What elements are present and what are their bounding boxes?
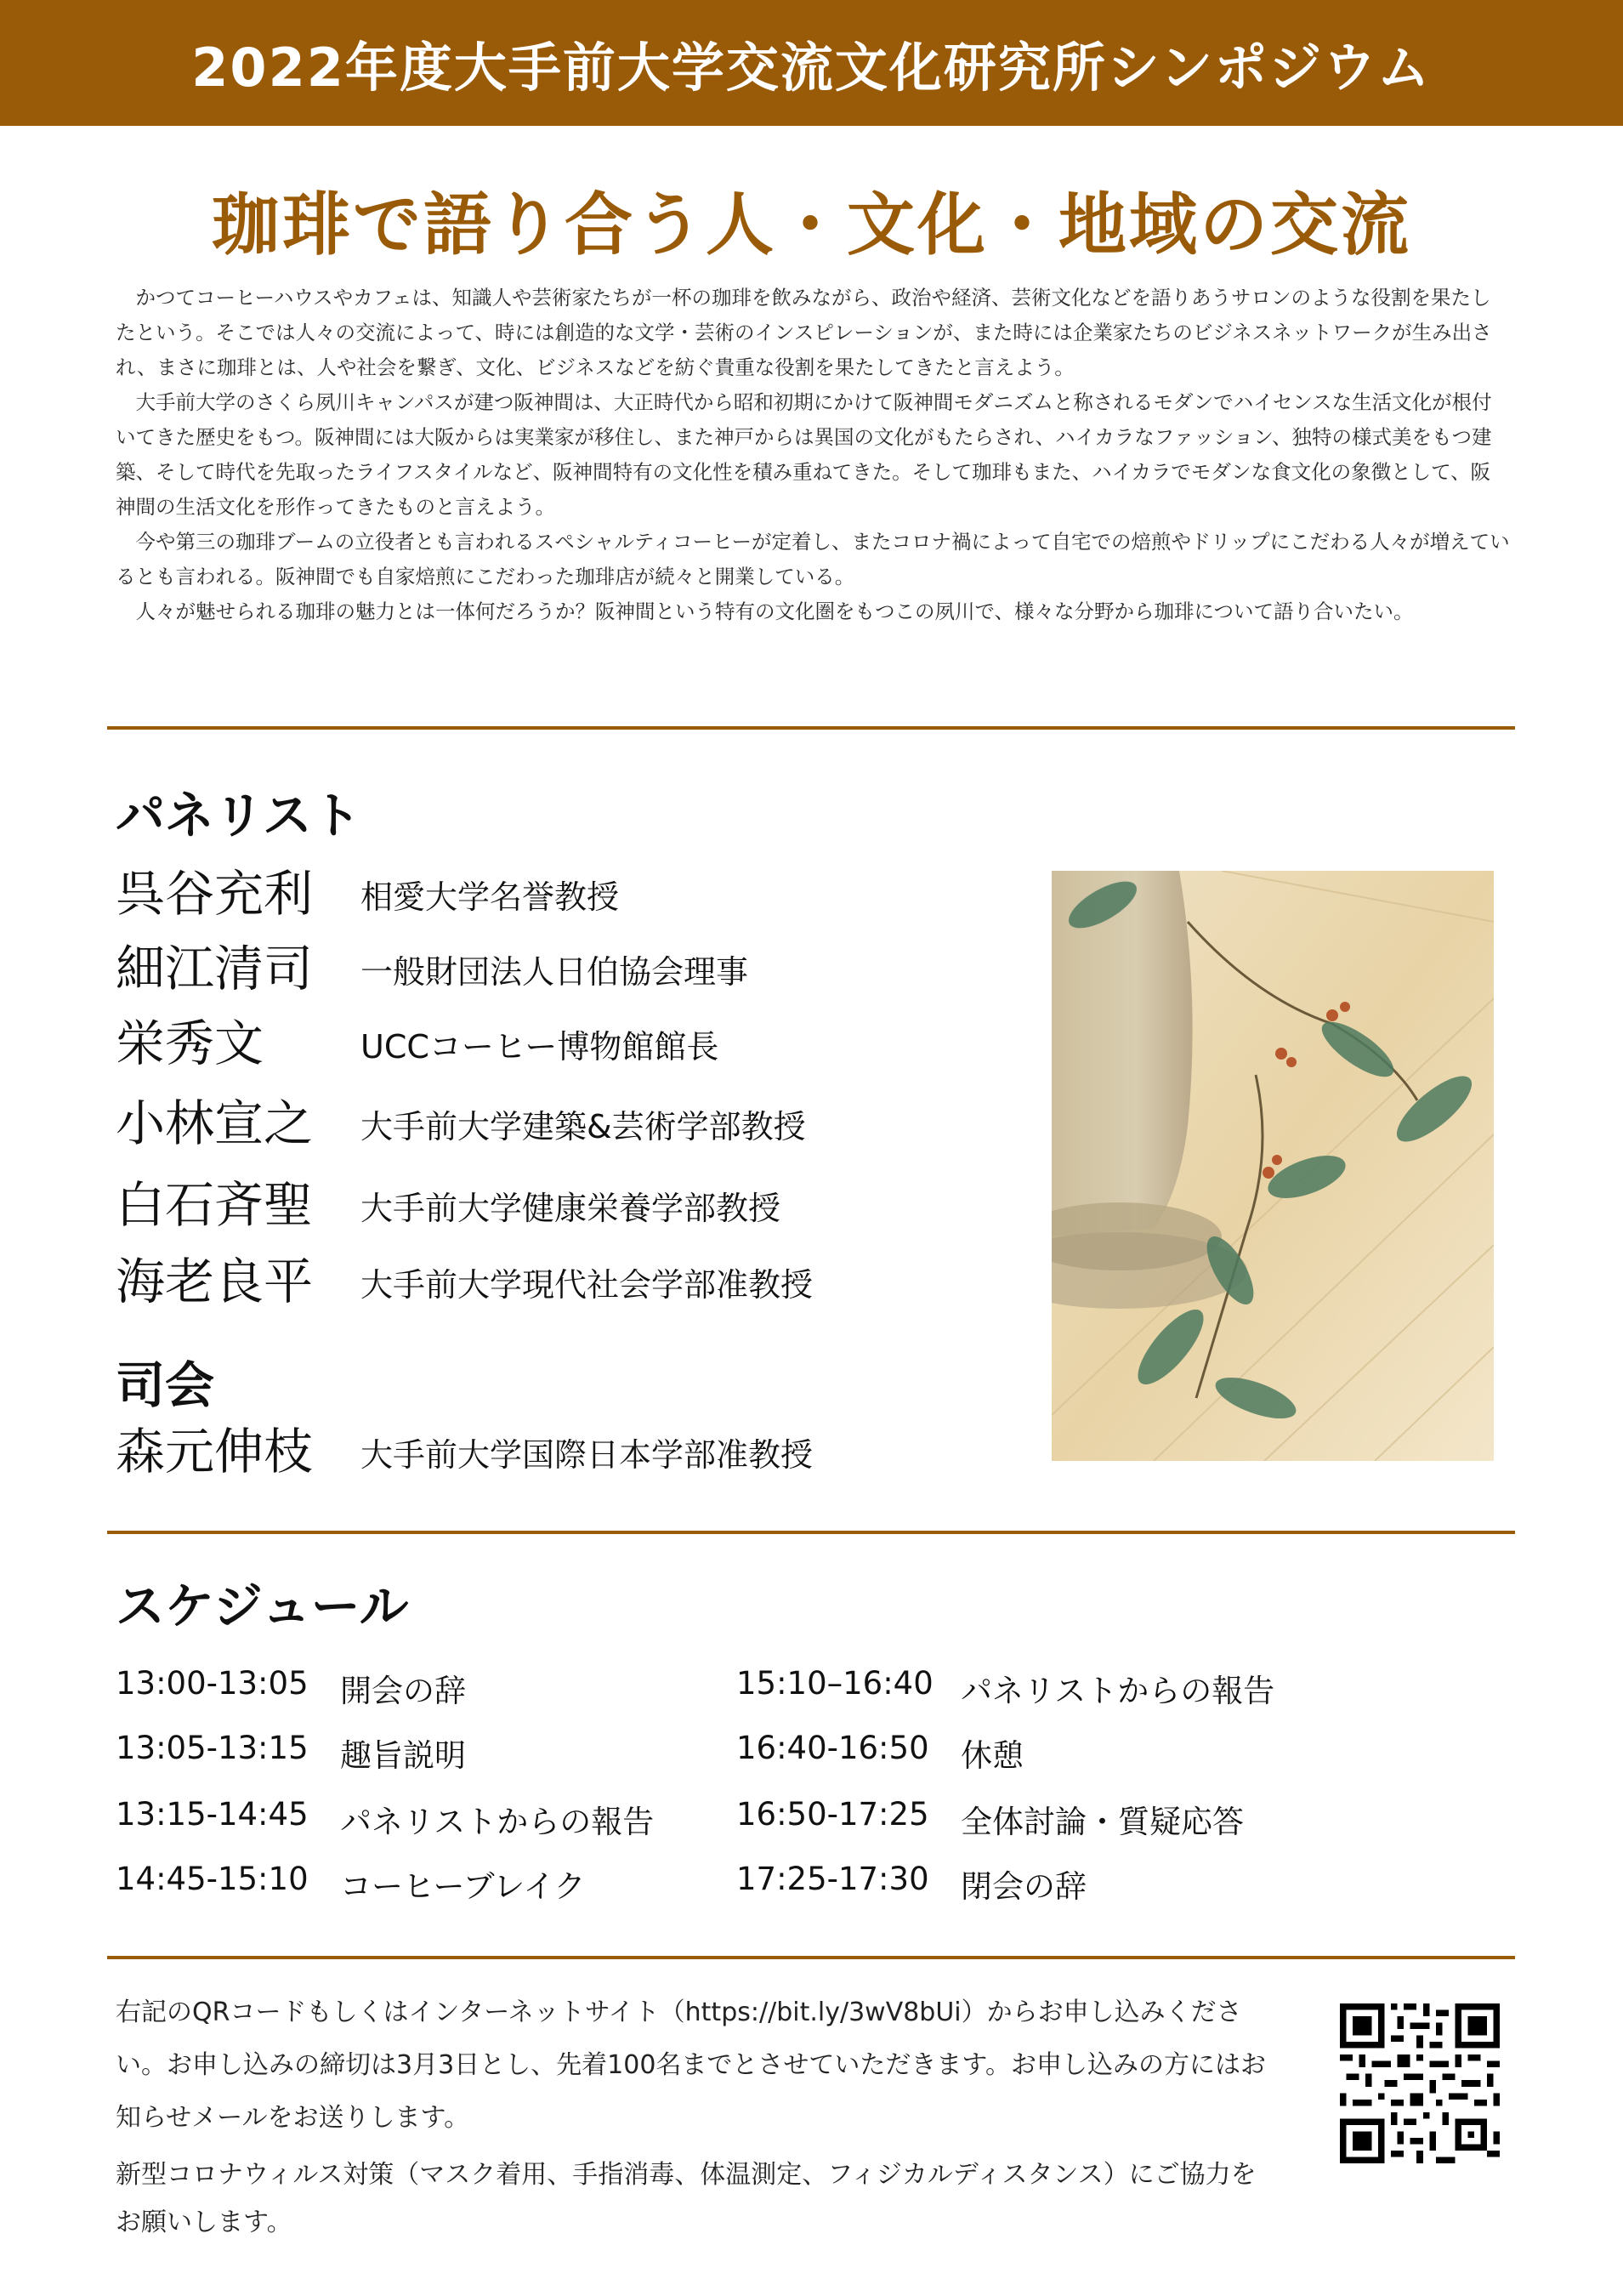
section-divider bbox=[107, 1531, 1515, 1534]
panelist-title: 一般財団法人日伯協会理事 bbox=[360, 953, 749, 991]
panelist-name: 栄秀文 bbox=[116, 1014, 264, 1072]
panelist-title: 大手前大学現代社会学部准教授 bbox=[360, 1266, 814, 1304]
moderator-row bbox=[116, 1412, 1008, 1480]
schedule-time: 13:00-13:05 bbox=[116, 1665, 309, 1702]
main-title: 珈琲で語り合う人・文化・地域の交流 bbox=[212, 185, 1411, 264]
panelist-row bbox=[116, 1083, 1008, 1151]
schedule-item bbox=[116, 1665, 728, 1716]
qr-code-graphic bbox=[1340, 2003, 1500, 2163]
panelist-title: UCCコーヒー博物館館長 bbox=[360, 1028, 719, 1066]
schedule-item bbox=[736, 1861, 1348, 1912]
schedule-time: 16:40-16:50 bbox=[736, 1730, 929, 1766]
schedule-label: パネリストからの報告 bbox=[340, 1804, 655, 1840]
schedule-item bbox=[736, 1665, 1348, 1716]
schedule-time: 13:15-14:45 bbox=[116, 1796, 309, 1833]
panelist-row bbox=[116, 1165, 1008, 1233]
schedule-label: 閉会の辞 bbox=[961, 1868, 1087, 1905]
qr-code-icon[interactable] bbox=[1340, 2003, 1500, 2163]
panelist-name: 白石斉聖 bbox=[116, 1176, 314, 1234]
panelist-name: 呉谷充利 bbox=[116, 865, 314, 923]
panelist-title: 大手前大学健康栄養学部教授 bbox=[360, 1190, 781, 1227]
section-divider bbox=[107, 1956, 1515, 1959]
moderator-heading: 司会 bbox=[116, 1356, 215, 1414]
schedule-label: 休憩 bbox=[961, 1737, 1024, 1774]
panelist-row bbox=[116, 854, 1008, 922]
schedule-time: 14:45-15:10 bbox=[116, 1861, 309, 1897]
schedule-item bbox=[116, 1861, 728, 1912]
panelist-title: 相愛大学名誉教授 bbox=[360, 878, 620, 916]
intro-text bbox=[116, 281, 1510, 629]
header-bar bbox=[0, 0, 1623, 126]
coffee-plant-illustration bbox=[1052, 871, 1494, 1461]
schedule-label: 全体討論・質疑応答 bbox=[961, 1804, 1244, 1840]
moderator-name: 森元伸枝 bbox=[116, 1423, 314, 1480]
symposium-title: 2022年度大手前大学交流文化研究所シンポジウム bbox=[191, 36, 1432, 99]
panelist-row bbox=[116, 929, 1008, 997]
panelist-name: 細江清司 bbox=[116, 940, 314, 997]
moderator-title: 大手前大学国際日本学部准教授 bbox=[360, 1436, 814, 1474]
schedule-label: 趣旨説明 bbox=[340, 1737, 466, 1774]
schedule-label: パネリストからの報告 bbox=[961, 1673, 1275, 1709]
schedule-item bbox=[736, 1730, 1348, 1781]
schedule-time: 13:05-13:15 bbox=[116, 1730, 309, 1766]
panelist-row bbox=[116, 1003, 1008, 1071]
intro-paragraph: かつてコーヒーハウスやカフェは、知識人や芸術家たちが一杯の珈琲を飲みながら、政治や経済、芸術文化などを語りあうサロンのような役割を果たしたという。そこでは人々の交流によって、時には創造的な文学・芸術のインスピレーションが、また時には企業家たちのビジネスネットワークが生み出され、まさに珈琲とは、人や社会を繋ぎ、文化、ビジネスなどを紡ぐ貴重な役割を果たしてきたと言えよう。 bbox=[116, 286, 1492, 379]
schedule-label: コーヒーブレイク bbox=[340, 1868, 586, 1905]
panelist-row bbox=[116, 1242, 1008, 1310]
signup-instructions: 右記のQRコードもしくはインターネットサイト（https://bit.ly/3wV8bUi）からお申し込みください。お申し込みの締切は3月3日とし、先着100名までとさせていただきます。お申し込みの方にはお知らせメールをお送りします。 bbox=[116, 1998, 1267, 2133]
covid-notice: 新型コロナウィルス対策（マスク着用、手指消毒、体温測定、フィジカルディスタンス）にご協力をお願いします。 bbox=[116, 2160, 1257, 2237]
schedule-time: 17:25-17:30 bbox=[736, 1861, 929, 1897]
coffee-plant-photo bbox=[1052, 871, 1494, 1461]
intro-paragraph: 今や第三の珈琲ブームの立役者とも言われるスペシャルティコーヒーが定着し、またコロナ禍によって自宅での焙煎やドリップにこだわる人々が増えているとも言われる。阪神間でも自家焙煎にこだわった珈琲店が続々と開業している。 bbox=[116, 530, 1510, 588]
schedule-label: 開会の辞 bbox=[340, 1673, 466, 1709]
schedule-item bbox=[116, 1796, 728, 1847]
schedule-item bbox=[736, 1796, 1348, 1847]
schedule-time: 16:50-17:25 bbox=[736, 1796, 929, 1833]
schedule-time: 15:10–16:40 bbox=[736, 1665, 934, 1702]
panelist-title: 大手前大学建築&芸術学部教授 bbox=[360, 1108, 806, 1145]
panelist-name: 海老良平 bbox=[116, 1253, 314, 1310]
intro-paragraph: 大手前大学のさくら夙川キャンパスが建つ阪神間は、大正時代から昭和初期にかけて阪神間モダニズムと称されるモダンでハイセンスな生活文化が根付いてきた歴史をもつ。阪神間には大阪からは実業家が移住し、また神戸からは異国の文化がもたらされ、ハイカラなファッション、独特の様式美をもつ建築、そして時代を先取ったライフスタイルなど、阪神間特有の文化性を積み重ねてきた。そして珈琲もまた、ハイカラでモダンな食文化の象徴として、阪神間の生活文化を形作ってきたものと言えよう。 bbox=[116, 390, 1492, 519]
intro-paragraph: 人々が魅せられる珈琲の魅力とは一体何だろうか？阪神間という特有の文化圏をもつこの夙川で、様々な分野から珈琲について語り合いたい。 bbox=[135, 600, 1414, 623]
section-divider bbox=[107, 726, 1515, 730]
panelists-heading: パネリスト bbox=[116, 787, 361, 844]
panelist-name: 小林宣之 bbox=[116, 1094, 314, 1152]
schedule-heading: スケジュール bbox=[116, 1577, 409, 1635]
schedule-item bbox=[116, 1730, 728, 1781]
